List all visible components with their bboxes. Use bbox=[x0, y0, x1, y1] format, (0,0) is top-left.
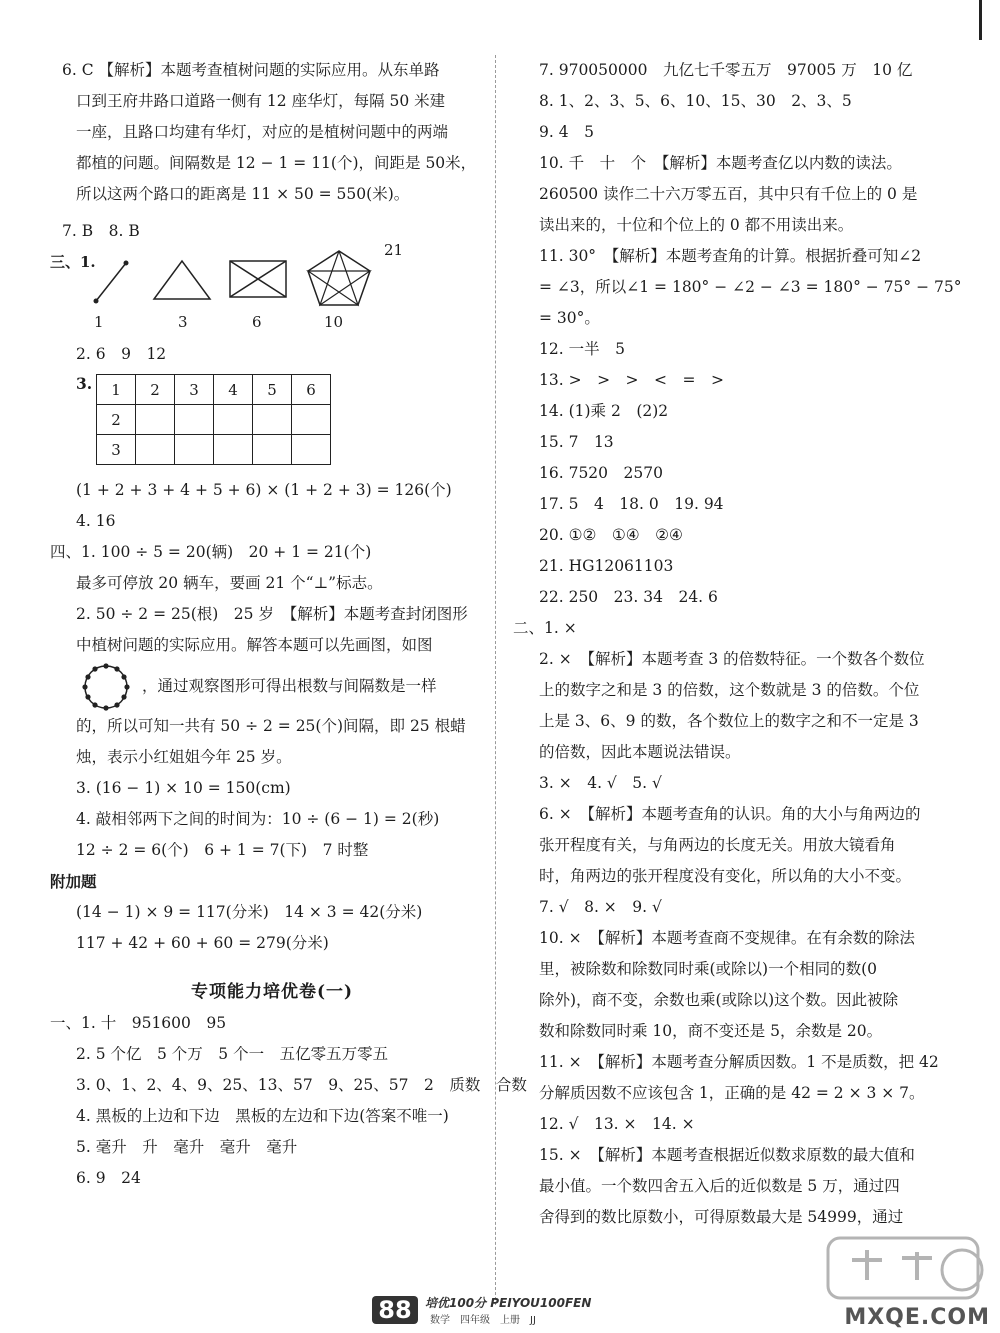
answer-line: 读出来的，十位和个位上的 0 都不用读出来。 bbox=[539, 216, 854, 234]
answer-line: 15. 7 13 bbox=[539, 433, 614, 451]
answer-line: 里，被除数和除数同时乘(或除以)一个相同的数(0 bbox=[539, 960, 878, 978]
answer-line: 21. HG12061103 bbox=[539, 557, 674, 575]
answer-line: 中植树问题的实际应用。解答本题可以先画图，如图 bbox=[76, 636, 433, 654]
answer-line: 的倍数，因此本题说法错误。 bbox=[539, 743, 741, 761]
answer-line: 22. 250 23. 34 24. 6 bbox=[539, 588, 718, 606]
book-info: 数学 四年级 上册 JJ bbox=[430, 1315, 536, 1326]
figure-count: 3 bbox=[178, 313, 188, 331]
answer-7-8: 7. B 8. B bbox=[62, 222, 140, 240]
answer-line: 2. 5 个亿 5 个万 5 个一 五亿零五万零五 bbox=[76, 1045, 389, 1063]
table-cell: 4 bbox=[214, 375, 253, 405]
section-label: 三、1. bbox=[50, 253, 96, 271]
answer-line: 16. 7520 2570 bbox=[539, 464, 663, 482]
answer-line: 四、1. 100 ÷ 5 = 20(辆) 20 + 1 = 21(个) bbox=[50, 543, 372, 561]
answer-line: 9. 4 5 bbox=[539, 123, 594, 141]
answer-line: 3. × 4. √ 5. √ bbox=[539, 774, 662, 792]
dotted-circle-icon bbox=[76, 661, 136, 713]
table-cell bbox=[136, 435, 175, 465]
answer-line: 上的数字之和是 3 的倍数，这个数就是 3 的倍数。个位 bbox=[539, 681, 920, 699]
answer-line: = ∠3，所以∠1 = 180° − ∠2 − ∠3 = 180° − 75° − 75° bbox=[539, 278, 962, 296]
answer-line: 12. 一半 5 bbox=[539, 340, 625, 358]
answer-line: 3. 0、1、2、4、9、25、13、57 9、25、57 2 质数 合数 bbox=[76, 1076, 527, 1094]
answer-3-3 bbox=[62, 374, 482, 465]
answer-line: 二、1. × bbox=[513, 619, 577, 637]
column-divider bbox=[495, 55, 496, 1305]
answer-line: 15. × 【解析】本题考查根据近似数求原数的最大值和 bbox=[539, 1146, 915, 1164]
answer-line: 8. 1、2、3、5、6、10、15、30 2、3、5 bbox=[539, 92, 852, 110]
answer-line: 舍得到的数比原数小，可得原数最大是 54999，通过 bbox=[539, 1208, 904, 1226]
answer-line: = 30°。 bbox=[539, 309, 600, 327]
answer-line: 13. > > > < = > bbox=[539, 371, 725, 389]
answer-line: 117 + 42 + 60 + 60 = 279(分米) bbox=[76, 934, 329, 952]
answer-line: 一座，且路口均建有华灯，对应的是植树问题中的两端 bbox=[76, 123, 449, 141]
table-cell bbox=[292, 435, 331, 465]
answer-line: 的，所以可知一共有 50 ÷ 2 = 25(个)间隔，即 25 根蜡 bbox=[76, 717, 466, 735]
answer-3-2: 2. 6 9 12 bbox=[76, 345, 167, 363]
table-cell: 2 bbox=[97, 405, 136, 435]
answer-line: 口到王府井路口道路一侧有 12 座华灯，每隔 50 米建 bbox=[76, 92, 446, 110]
table-cell: 5 bbox=[253, 375, 292, 405]
answer-line: 6. × 【解析】本题考查角的认识。角的大小与角两边的 bbox=[539, 805, 921, 823]
multiplication-table bbox=[96, 374, 331, 465]
answer-line: 11. × 【解析】本题考查分解质因数。1 不是质数，把 42 bbox=[539, 1053, 939, 1071]
table-cell: 3 bbox=[97, 435, 136, 465]
answer-line: 4. 敲相邻两下之间的时间为：10 ÷ (6 − 1) = 2(秒) bbox=[76, 810, 440, 828]
answer-line: 烛，表示小红姐姐今年 25 岁。 bbox=[76, 748, 292, 766]
answer-line: 一、1. 十 951600 95 bbox=[50, 1014, 227, 1032]
triangle-figure bbox=[148, 255, 218, 305]
figure-count: 1 bbox=[94, 313, 104, 331]
answer-line: 数和除数同时乘 10，商不变还是 5，余数是 20。 bbox=[539, 1022, 883, 1040]
table-cell bbox=[175, 405, 214, 435]
table-cell bbox=[292, 405, 331, 435]
figure-count: 6 bbox=[252, 313, 262, 331]
answer-line: 除外)，商不变，余数也乘(或除以)这个数。因此被除 bbox=[539, 991, 899, 1009]
answer-line: 最多可停放 20 辆车，要画 21 个“⊥”标志。 bbox=[76, 574, 383, 592]
table-cell: 6 bbox=[292, 375, 331, 405]
answer-line: 上是 3、6、9 的数，各个数位上的数字之和不一定是 3 bbox=[539, 712, 919, 730]
table-cell bbox=[175, 435, 214, 465]
table-cell bbox=[214, 435, 253, 465]
candle-ring-figure bbox=[76, 661, 136, 713]
line-figure bbox=[90, 257, 150, 307]
answer-line: 最小值。一个数四舍五入后的近似数是 5 万，通过四 bbox=[539, 1177, 900, 1195]
figure-count: 21 bbox=[384, 241, 404, 259]
answer-line: 2. 50 ÷ 2 = 25(根) 25 岁 【解析】本题考查封闭图形 bbox=[76, 605, 468, 623]
answer-line: 10. × 【解析】本题考查商不变规律。在有余数的除法 bbox=[539, 929, 915, 947]
answer-line: 12. √ 13. × 14. × bbox=[539, 1115, 695, 1133]
answer-line: 张开程度有关，与角两边的长度无关。用放大镜看角 bbox=[539, 836, 896, 854]
answer-line-with-figure bbox=[62, 661, 482, 711]
watermark-text: MXQE.COM bbox=[844, 1305, 990, 1330]
page-number: 88 bbox=[372, 1296, 418, 1324]
formula: (1 + 2 + 3 + 4 + 5 + 6) × (1 + 2 + 3) = 126(个) bbox=[76, 481, 452, 499]
pentagon-figure bbox=[304, 247, 374, 309]
answer-line: 7. 970050000 九亿七千零五万 97005 万 10 亿 bbox=[539, 61, 913, 79]
answer-line: 6. C 【解析】本题考查植树问题的实际应用。从东单路 bbox=[62, 61, 440, 79]
answer-line: (14 − 1) × 9 = 117(分米) 14 × 3 = 42(分米) bbox=[76, 903, 423, 921]
section-1 bbox=[50, 1008, 527, 1194]
answer-line: 14. (1)乘 2 (2)2 bbox=[539, 402, 669, 420]
answer-line: 所以这两个路口的距离是 11 × 50 = 550(米)。 bbox=[76, 185, 410, 203]
table-cell bbox=[253, 435, 292, 465]
answer-line: 6. 9 24 bbox=[76, 1169, 141, 1187]
section-4 bbox=[50, 537, 482, 866]
answer-3-4: 4. 16 bbox=[76, 512, 116, 530]
right-column bbox=[513, 55, 962, 1233]
answer-line: 分解质因数不应该包含 1，正确的是 42 = 2 × 3 × 7。 bbox=[539, 1084, 925, 1102]
answer-6 bbox=[62, 55, 482, 210]
table-cell: 3 bbox=[175, 375, 214, 405]
question-label: 3. bbox=[76, 374, 93, 393]
answer-line: 7. √ 8. × 9. √ bbox=[539, 898, 662, 916]
answer-line: 260500 读作二十六万零五百，其中只有千位上的 0 是 bbox=[539, 185, 918, 203]
page-edge-mark bbox=[979, 0, 982, 40]
answer-line: 4. 黑板的上边和下边 黑板的左边和下边(答案不唯一) bbox=[76, 1107, 449, 1125]
table-cell bbox=[214, 405, 253, 435]
table-cell bbox=[136, 405, 175, 435]
answer-line: 20. ①② ①④ ②④ bbox=[539, 526, 683, 544]
answer-line: 17. 5 4 18. 0 19. 94 bbox=[539, 495, 724, 513]
answer-line: 5. 毫升 升 毫升 毫升 毫升 bbox=[76, 1138, 298, 1156]
quadrilateral-figure bbox=[226, 257, 292, 303]
table-cell: 2 bbox=[136, 375, 175, 405]
answer-line: 时，角两边的张开程度没有变化，所以角的大小不变。 bbox=[539, 867, 912, 885]
figure-count: 10 bbox=[324, 313, 344, 331]
answer-line: 2. × 【解析】本题考查 3 的倍数特征。一个数各个数位 bbox=[539, 650, 925, 668]
answer-line: 10. 千 十 个 【解析】本题考查亿以内数的读法。 bbox=[539, 154, 902, 172]
answer-line: 3. (16 − 1) × 10 = 150(cm) bbox=[76, 779, 291, 797]
answer-line: 12 ÷ 2 = 6(个) 6 + 1 = 7(下) 7 时整 bbox=[76, 841, 369, 859]
polygon-figures bbox=[50, 241, 482, 335]
table-cell: 1 bbox=[97, 375, 136, 405]
answer-line: 都植的问题。间隔数是 12 − 1 = 11(个)，间距是 50米， bbox=[76, 154, 477, 172]
extra-title: 附加题 bbox=[50, 872, 97, 891]
table-cell bbox=[253, 405, 292, 435]
brand-name: 培优100分 PEIYOU100FEN bbox=[425, 1296, 592, 1310]
answer-text: ，通过观察图形可得出根数与间隔数是一样 bbox=[142, 677, 437, 695]
answer-line: 11. 30° 【解析】本题考查角的计算。根据折叠可知∠2 bbox=[539, 247, 922, 265]
left-column bbox=[50, 55, 527, 1194]
section-title: 专项能力培优卷(一) bbox=[190, 982, 354, 1002]
